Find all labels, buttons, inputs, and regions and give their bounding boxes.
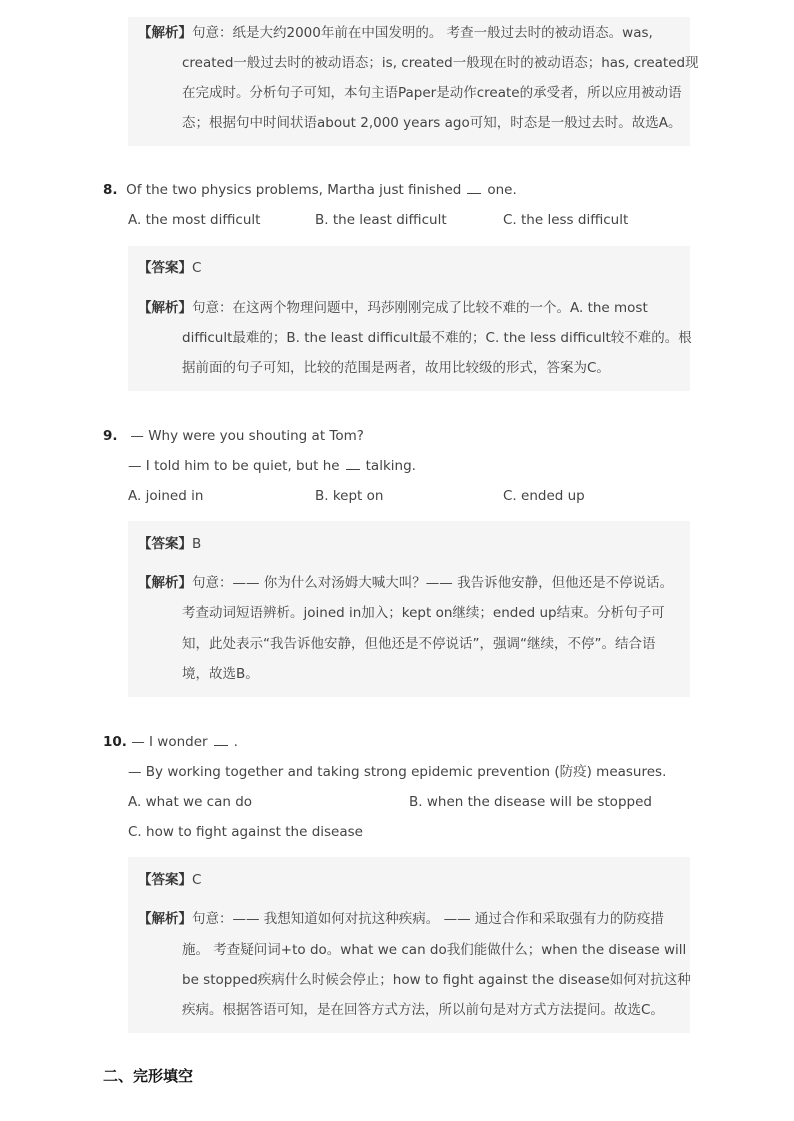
q10-answer: 【答案】C — [138, 872, 202, 888]
q9-analysis-line-2: 考查动词短语辨析。joined in加入；kept on继续；ended up结束。分析句子可 — [182, 605, 665, 621]
q10-option-a: A. what we can do — [128, 794, 253, 810]
q8-option-a: A. the most difficult — [128, 212, 261, 228]
q10-number: 10. — [103, 734, 127, 750]
q8-analysis-line-3: 据前面的句子可知，比较的范围是两者，故用比较级的形式，答案为C。 — [182, 360, 610, 376]
q7-analysis-line-2: created一般过去时的被动语态；is, created一般现在时的被动语态；has, created现 — [182, 55, 699, 71]
q9-option-c: C. ended up — [503, 488, 585, 504]
q10-line-2: — By working together and taking strong epidemic prevention (防疫) measures. — [128, 764, 667, 780]
q10-line-1: 10. — I wonder . — [103, 734, 238, 750]
q9-option-b: B. kept on — [315, 488, 384, 504]
q9-analysis-line-1: 【解析】句意：—— 你为什么对汤姆大喊大叫？—— 我告诉他安静，但他还是不停说话。 — [138, 575, 674, 591]
q8-analysis-line-1: 【解析】句意：在这两个物理问题中，玛莎刚刚完成了比较不难的一个。A. the most — [138, 300, 648, 316]
q10-analysis-line-2: 施。 考查疑问词+to do。what we can do我们能做什么；when the disease will — [182, 942, 687, 958]
q9-line-1: 9. — Why were you shouting at Tom? — [103, 428, 364, 444]
q8-option-c: C. the less difficult — [503, 212, 629, 228]
q7-analysis-line-3: 在完成时。分析句子可知，本句主语Paper是动作create的承受者，所以应用被动语 — [182, 85, 682, 101]
q8-solution-box — [128, 246, 690, 391]
q9-option-a: A. joined in — [128, 488, 204, 504]
q10-blank — [214, 733, 228, 746]
q9-blank — [346, 457, 360, 470]
q10-option-b: B. when the disease will be stopped — [409, 794, 652, 810]
q10-option-c: C. how to fight against the disease — [128, 824, 363, 840]
q10-analysis-line-3: be stopped疾病什么时候会停止；how to fight against the disease如何对抗这种 — [182, 972, 691, 988]
q10-analysis-line-4: 疾病。根据答语可知，是在回答方式方法，所以前句是对方式方法提问。故选C。 — [182, 1002, 664, 1018]
q7-analysis-line-4: 态；根据句中时间状语about 2,000 years ago可知，时态是一般过去时。故选A。 — [182, 115, 682, 131]
q7-analysis-line-1: 【解析】句意：纸是大约2000年前在中国发明的。 考查一般过去时的被动语态。was, — [138, 25, 653, 41]
q9-analysis-line-4: 境，故选B。 — [182, 666, 259, 682]
q8-option-b: B. the least difficult — [315, 212, 447, 228]
q8-answer: 【答案】C — [138, 260, 202, 276]
q9-solution-box — [128, 521, 690, 697]
q9-answer: 【答案】B — [138, 536, 202, 552]
q7-analysis-box — [128, 17, 699, 146]
q10-solution-box — [128, 857, 690, 1033]
q8-analysis-line-2: difficult最难的；B. the least difficult最不难的；C. the less difficult较不难的。根 — [182, 330, 692, 346]
q7-analysis-tag: 【解析】 — [138, 25, 192, 41]
section-title: 二、完形填空 — [103, 1067, 194, 1085]
q9-line-2: — I told him to be quiet, but he talking. — [128, 458, 416, 474]
q8-stem: 8. Of the two physics problems, Martha just finished one. — [103, 182, 517, 198]
q8-blank — [467, 181, 481, 194]
q9-number: 9. — [103, 428, 118, 444]
q9-analysis-line-3: 知，此处表示“我告诉他安静，但他还是不停说话”，强调“继续，不停”。结合语 — [182, 636, 656, 652]
q8-number: 8. — [103, 182, 118, 198]
q10-analysis-line-1: 【解析】句意：—— 我想知道如何对抗这种疾病。 —— 通过合作和采取强有力的防疫措 — [138, 911, 664, 927]
